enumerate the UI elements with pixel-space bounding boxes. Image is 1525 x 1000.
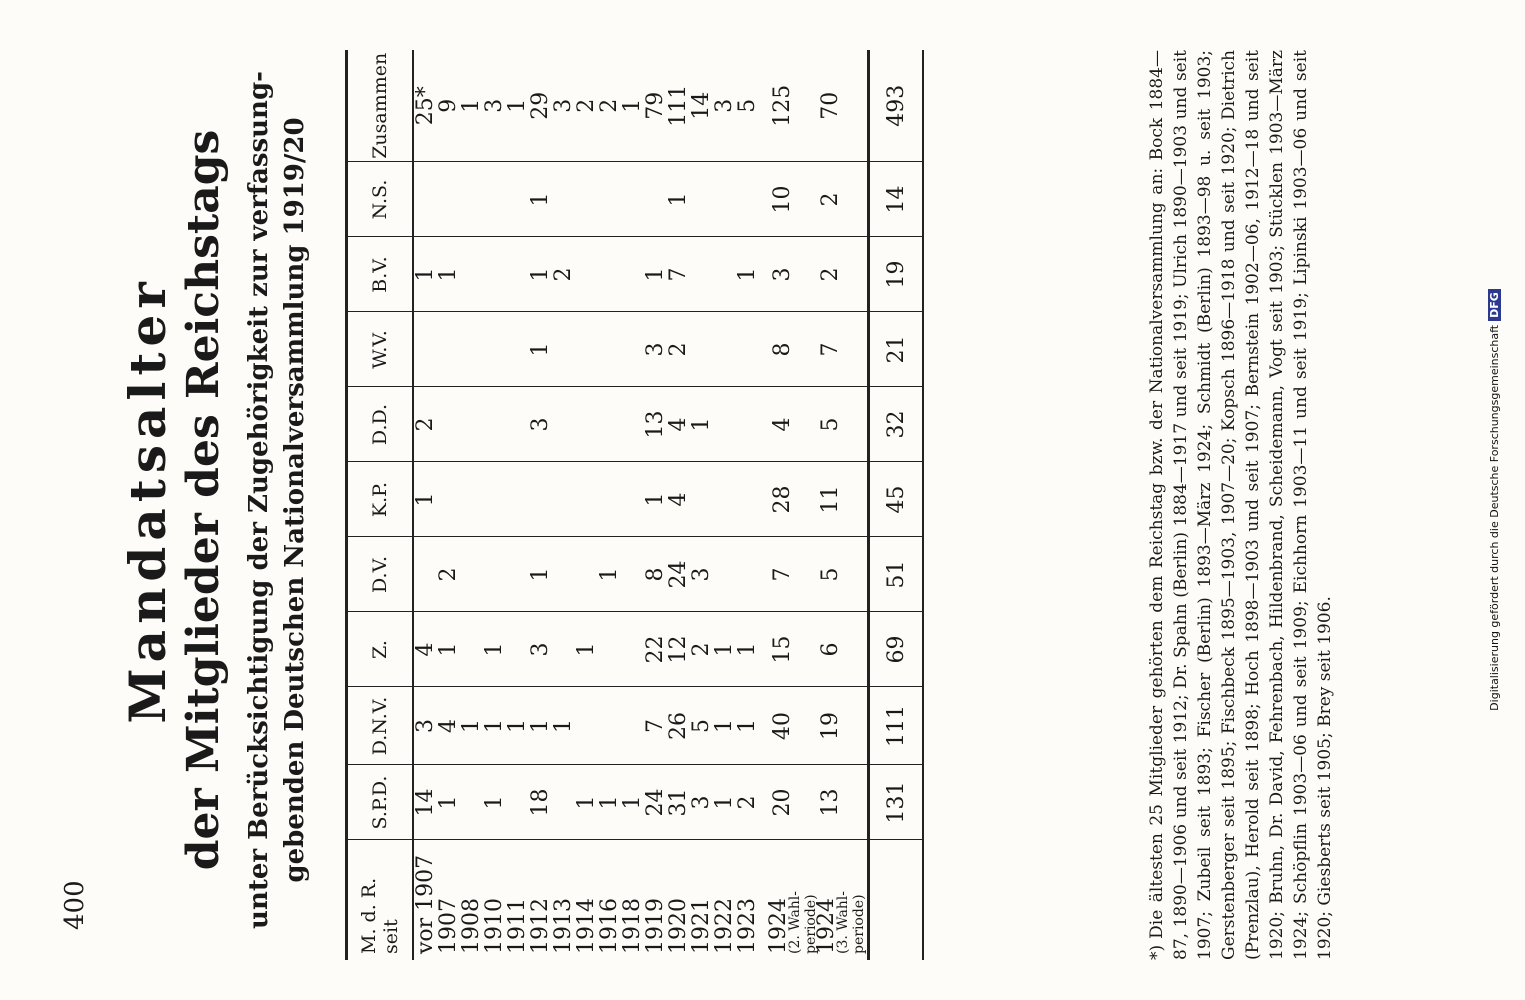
table-cell: 3	[771, 237, 819, 312]
table-cell	[460, 162, 483, 237]
table-cell: 1	[529, 537, 552, 612]
column-header: D.D.	[347, 387, 414, 462]
table-cell	[460, 537, 483, 612]
table-cell	[413, 312, 437, 387]
table-cell	[598, 162, 621, 237]
table-cell: 24	[644, 765, 667, 840]
table-cell	[483, 387, 506, 462]
table-cell: 1	[644, 462, 667, 537]
table-cell: 8	[644, 537, 667, 612]
table-cell: 69	[869, 612, 924, 687]
table-cell: 125	[771, 50, 819, 162]
table-cell	[552, 612, 575, 687]
row-label	[644, 840, 667, 960]
table-cell: 1	[437, 765, 460, 840]
row-label	[506, 840, 529, 960]
table-cell	[552, 387, 575, 462]
footnote-text: Die ältesten 25 Mitglieder gehörten dem Reichstag bzw. der Nationalversammlung an: Bock 1884—87, 1890—1906 und seit 1912; Dr. Spahn (Berlin) 1884—1917 und seit 1919; Ulrich 1890—1903 und seit 1907; Zubeil seit 1893; Fischer (Berlin) 1893—März 1924; Schmidt (Berlin) 1893—98 u. seit 1903; Gerstenberger seit 1895; Fischbeck 1895—1903, 1907—20; Kopsch 1896—1918 und seit 1920; Dietrich (Prenzlau), Herold seit 1898; Hoch 1898—1903 und seit 1907; Bernstein 1902—06, 1912—18 und seit 1920; Bruhn, Dr. David, Fehrenbach, Hildenbrand, Scheidemann, Vogt seit 1903; Stücklen 1903—März 1924; Schöpflin 1903—06 und seit 1909; Eichhorn 1903—11 und seit 1919; Lipinski 1903—06 und seit 1920; Giesberts seit 1905; Brey seit 1906.	[1147, 50, 1335, 960]
table-cell: 29	[529, 50, 552, 162]
table-cell: 14	[413, 765, 437, 840]
table-cell: 6	[819, 612, 869, 687]
table-cell: 3	[483, 50, 506, 162]
row-label-year: 1916	[597, 898, 622, 954]
page-subtitle: unter Berücksichtigung der Zugehörigkeit zur verfassung-	[244, 71, 274, 929]
table-cell: 12	[667, 612, 690, 687]
table-cell	[506, 387, 529, 462]
table-row	[621, 50, 644, 960]
table-cell	[437, 462, 460, 537]
table-cell: 25*	[413, 50, 437, 162]
totals-row	[869, 50, 924, 960]
table-cell: 1	[736, 687, 759, 765]
row-label-year: 1910	[482, 898, 507, 954]
table-cell	[575, 537, 598, 612]
table-body	[413, 50, 869, 960]
row-label-year: 1919	[643, 898, 668, 954]
table-cell	[621, 237, 644, 312]
table-cell	[736, 387, 759, 462]
table-row	[506, 50, 529, 960]
row-label	[460, 840, 483, 960]
row-label-year: 1913	[551, 898, 576, 954]
table-cell: 7	[771, 537, 819, 612]
row-label-year: 1914	[574, 898, 599, 954]
table-cell: 1	[598, 765, 621, 840]
table-cell	[575, 462, 598, 537]
row-label	[552, 840, 575, 960]
mandate-age-table	[345, 50, 924, 960]
table-cell: 1	[483, 765, 506, 840]
table-cell: 26	[667, 687, 690, 765]
table-cell	[869, 840, 924, 960]
table-cell: 1	[506, 50, 529, 162]
table-cell: 28	[771, 462, 819, 537]
column-header: M. d. R. seit	[347, 840, 414, 960]
table-cell	[621, 687, 644, 765]
table-cell	[598, 312, 621, 387]
table-row	[598, 50, 621, 960]
table-cell: 493	[869, 50, 924, 162]
table-cell: 1	[483, 687, 506, 765]
footnote-marker: *)	[1147, 944, 1167, 960]
table-cell	[460, 387, 483, 462]
table-cell	[552, 312, 575, 387]
table-cell: 8	[771, 312, 819, 387]
row-label	[621, 840, 644, 960]
table-cell	[621, 462, 644, 537]
table-cell: 10	[771, 162, 819, 237]
table-cell	[736, 162, 759, 237]
table-cell: 45	[869, 462, 924, 537]
row-label-year: 1924	[766, 898, 791, 954]
table-cell: 4	[667, 462, 690, 537]
table-cell: 32	[869, 387, 924, 462]
table-cell	[460, 462, 483, 537]
table-row	[575, 50, 598, 960]
table-cell	[575, 237, 598, 312]
table-cell	[713, 312, 736, 387]
row-label-year: 1923	[735, 898, 760, 954]
row-label	[736, 840, 759, 960]
row-label-note: (3. Wahl-periode)	[835, 890, 867, 954]
row-label	[814, 840, 869, 960]
table-cell: 2	[575, 50, 598, 162]
table-row	[552, 50, 575, 960]
table-cell: 79	[644, 50, 667, 162]
table-cell	[483, 462, 506, 537]
table-cell	[483, 237, 506, 312]
row-label-year: 1918	[620, 898, 645, 954]
table-cell: 21	[869, 312, 924, 387]
table-cell: 4	[437, 687, 460, 765]
row-label-year: 1912	[528, 898, 553, 954]
table-cell: 1	[552, 687, 575, 765]
table-cell: 70	[819, 50, 869, 162]
table-cell: 20	[771, 765, 819, 840]
table-cell	[598, 612, 621, 687]
table-cell: 111	[869, 687, 924, 765]
dfg-logo: DFG	[1488, 289, 1501, 321]
table-row	[690, 50, 713, 960]
table-cell	[575, 387, 598, 462]
table-cell	[506, 312, 529, 387]
page-title-line2: der Mitglieder des Reichstags	[178, 129, 229, 871]
table-cell: 19	[819, 687, 869, 765]
table-cell	[713, 462, 736, 537]
table-cell	[575, 687, 598, 765]
table-cell: 40	[771, 687, 819, 765]
table-cell: 15	[771, 612, 819, 687]
table-cell	[552, 162, 575, 237]
table-cell: 3	[529, 387, 552, 462]
table-cell: 1	[713, 687, 736, 765]
table-cell	[736, 312, 759, 387]
table-cell	[413, 162, 437, 237]
table-cell: 13	[819, 765, 869, 840]
table-cell	[460, 237, 483, 312]
row-label	[598, 840, 621, 960]
table-cell	[598, 462, 621, 537]
table-cell: 3	[644, 312, 667, 387]
table-cell: 7	[819, 312, 869, 387]
table-cell: 14	[869, 162, 924, 237]
table-cell: 4	[771, 387, 819, 462]
table-cell: 4	[667, 387, 690, 462]
table-cell	[598, 687, 621, 765]
table-cell: 24	[667, 537, 690, 612]
table-cell: 1	[575, 765, 598, 840]
table-cell: 9	[437, 50, 460, 162]
table-row	[667, 50, 690, 960]
table-cell: 14	[690, 50, 713, 162]
table-cell: 3	[690, 537, 713, 612]
table-cell	[506, 612, 529, 687]
table-row	[437, 50, 460, 960]
column-header: B.V.	[347, 237, 414, 312]
table-cell: 1	[413, 237, 437, 312]
table-cell: 3	[690, 765, 713, 840]
column-header: S.P.D.	[347, 765, 414, 840]
table-cell	[552, 462, 575, 537]
table-cell	[575, 162, 598, 237]
table-cell: 1	[437, 612, 460, 687]
column-header: Z.	[347, 612, 414, 687]
table-cell: 1	[713, 612, 736, 687]
table-cell	[713, 387, 736, 462]
row-label-year: 1908	[459, 898, 484, 954]
table-cell: 1	[413, 462, 437, 537]
column-header: D.N.V.	[347, 687, 414, 765]
table-cell	[598, 237, 621, 312]
row-label-year: 1920	[666, 898, 691, 954]
table-cell	[644, 162, 667, 237]
row-label-year: 1907	[436, 898, 461, 954]
table-cell: 1	[667, 162, 690, 237]
table-cell: 2	[598, 50, 621, 162]
page-number: 400	[60, 880, 90, 930]
row-label	[667, 840, 690, 960]
table-cell: 2	[736, 765, 759, 840]
table-cell	[690, 462, 713, 537]
table-cell: 18	[529, 765, 552, 840]
table-cell: 4	[413, 612, 437, 687]
table-cell: 1	[736, 612, 759, 687]
table-cell	[736, 462, 759, 537]
table-cell: 2	[552, 237, 575, 312]
column-header: N.S.	[347, 162, 414, 237]
table-cell: 31	[667, 765, 690, 840]
row-label	[483, 840, 506, 960]
row-label-year: 1911	[505, 898, 530, 954]
table-cell	[713, 162, 736, 237]
table-cell: 2	[819, 237, 869, 312]
table-cell	[506, 237, 529, 312]
table-cell	[529, 462, 552, 537]
table-cell	[437, 162, 460, 237]
table-cell: 1	[529, 162, 552, 237]
table-cell	[575, 312, 598, 387]
table-cell: 1	[529, 312, 552, 387]
column-header: K.P.	[347, 462, 414, 537]
table-cell	[506, 537, 529, 612]
column-header: W.V.	[347, 312, 414, 387]
table-cell	[690, 237, 713, 312]
table-cell: 1	[621, 765, 644, 840]
table-cell	[506, 765, 529, 840]
row-label-year: 1922	[712, 898, 737, 954]
row-label	[766, 840, 819, 960]
table-cell: 131	[869, 765, 924, 840]
table-row	[819, 50, 869, 960]
row-label	[575, 840, 598, 960]
table-cell: 5	[819, 387, 869, 462]
table-cell: 2	[819, 162, 869, 237]
table-row	[713, 50, 736, 960]
table-cell	[483, 162, 506, 237]
table-cell: 1	[460, 687, 483, 765]
table-cell: 3	[552, 50, 575, 162]
table-cell	[598, 387, 621, 462]
table-cell	[713, 237, 736, 312]
table-cell	[713, 537, 736, 612]
table-cell: 11	[819, 462, 869, 537]
table-cell	[552, 537, 575, 612]
table-cell	[621, 387, 644, 462]
dfg-notice	[1488, 0, 1501, 1000]
table-row	[644, 50, 667, 960]
row-label	[713, 840, 736, 960]
table-row	[529, 50, 552, 960]
row-label	[437, 840, 460, 960]
table-row	[736, 50, 759, 960]
table-cell: 22	[644, 612, 667, 687]
row-label-year: vor 1907	[413, 854, 438, 954]
dfg-notice-text: Digitalisierung gefördert durch die Deutsche Forschungsgemeinschaft	[1488, 324, 1501, 711]
table-cell: 111	[667, 50, 690, 162]
table-cell: 1	[529, 237, 552, 312]
table-cell	[506, 462, 529, 537]
table-cell	[437, 312, 460, 387]
table-header-row	[347, 50, 414, 960]
table-cell: 19	[869, 237, 924, 312]
table-cell: 7	[644, 687, 667, 765]
table-row	[413, 50, 437, 960]
table-cell	[460, 312, 483, 387]
table-cell	[506, 162, 529, 237]
footnote	[1145, 50, 1337, 960]
table-cell: 2	[437, 537, 460, 612]
table-cell: 1	[644, 237, 667, 312]
table-cell: 51	[869, 537, 924, 612]
table-cell: 1	[575, 612, 598, 687]
row-label-year: 1924	[814, 898, 839, 954]
row-label	[413, 840, 437, 960]
table-cell: 13	[644, 387, 667, 462]
table-cell	[460, 765, 483, 840]
page-title: Mandatsalter	[118, 276, 177, 724]
table-cell	[736, 537, 759, 612]
table-cell: 1	[460, 50, 483, 162]
table-cell: 1	[621, 50, 644, 162]
table-cell: 5	[690, 687, 713, 765]
row-label	[690, 840, 713, 960]
table-cell: 1	[529, 687, 552, 765]
row-label	[529, 840, 552, 960]
table-cell	[483, 312, 506, 387]
table-cell	[690, 162, 713, 237]
table-cell	[413, 537, 437, 612]
table-cell: 2	[413, 387, 437, 462]
page-subtitle-line2: gebenden Deutschen Nationalversammlung 1919/20	[280, 117, 310, 883]
table-cell	[460, 612, 483, 687]
table-cell: 1	[598, 537, 621, 612]
column-header: Zusammen	[347, 50, 414, 162]
row-label-year: 1921	[689, 898, 714, 954]
table-cell: 3	[713, 50, 736, 162]
table-cell: 5	[819, 537, 869, 612]
column-header: D.V.	[347, 537, 414, 612]
table-cell: 2	[690, 612, 713, 687]
table-cell: 1	[483, 612, 506, 687]
table-cell	[552, 765, 575, 840]
table-cell: 1	[506, 687, 529, 765]
table-cell: 2	[667, 312, 690, 387]
table-row	[460, 50, 483, 960]
table-cell: 5	[736, 50, 759, 162]
table-cell	[621, 162, 644, 237]
table-cell	[621, 612, 644, 687]
table-row	[483, 50, 506, 960]
table-cell: 3	[413, 687, 437, 765]
table-cell: 1	[736, 237, 759, 312]
table-cell	[437, 387, 460, 462]
table-cell: 1	[437, 237, 460, 312]
table-cell: 7	[667, 237, 690, 312]
table-cell	[621, 537, 644, 612]
table-cell	[483, 537, 506, 612]
table-cell	[690, 312, 713, 387]
table-cell: 1	[690, 387, 713, 462]
table-row	[771, 50, 819, 960]
table-cell: 3	[529, 612, 552, 687]
table-cell	[621, 312, 644, 387]
row-label-note: (2. Wahl-periode)	[787, 890, 819, 954]
table-cell: 1	[713, 765, 736, 840]
